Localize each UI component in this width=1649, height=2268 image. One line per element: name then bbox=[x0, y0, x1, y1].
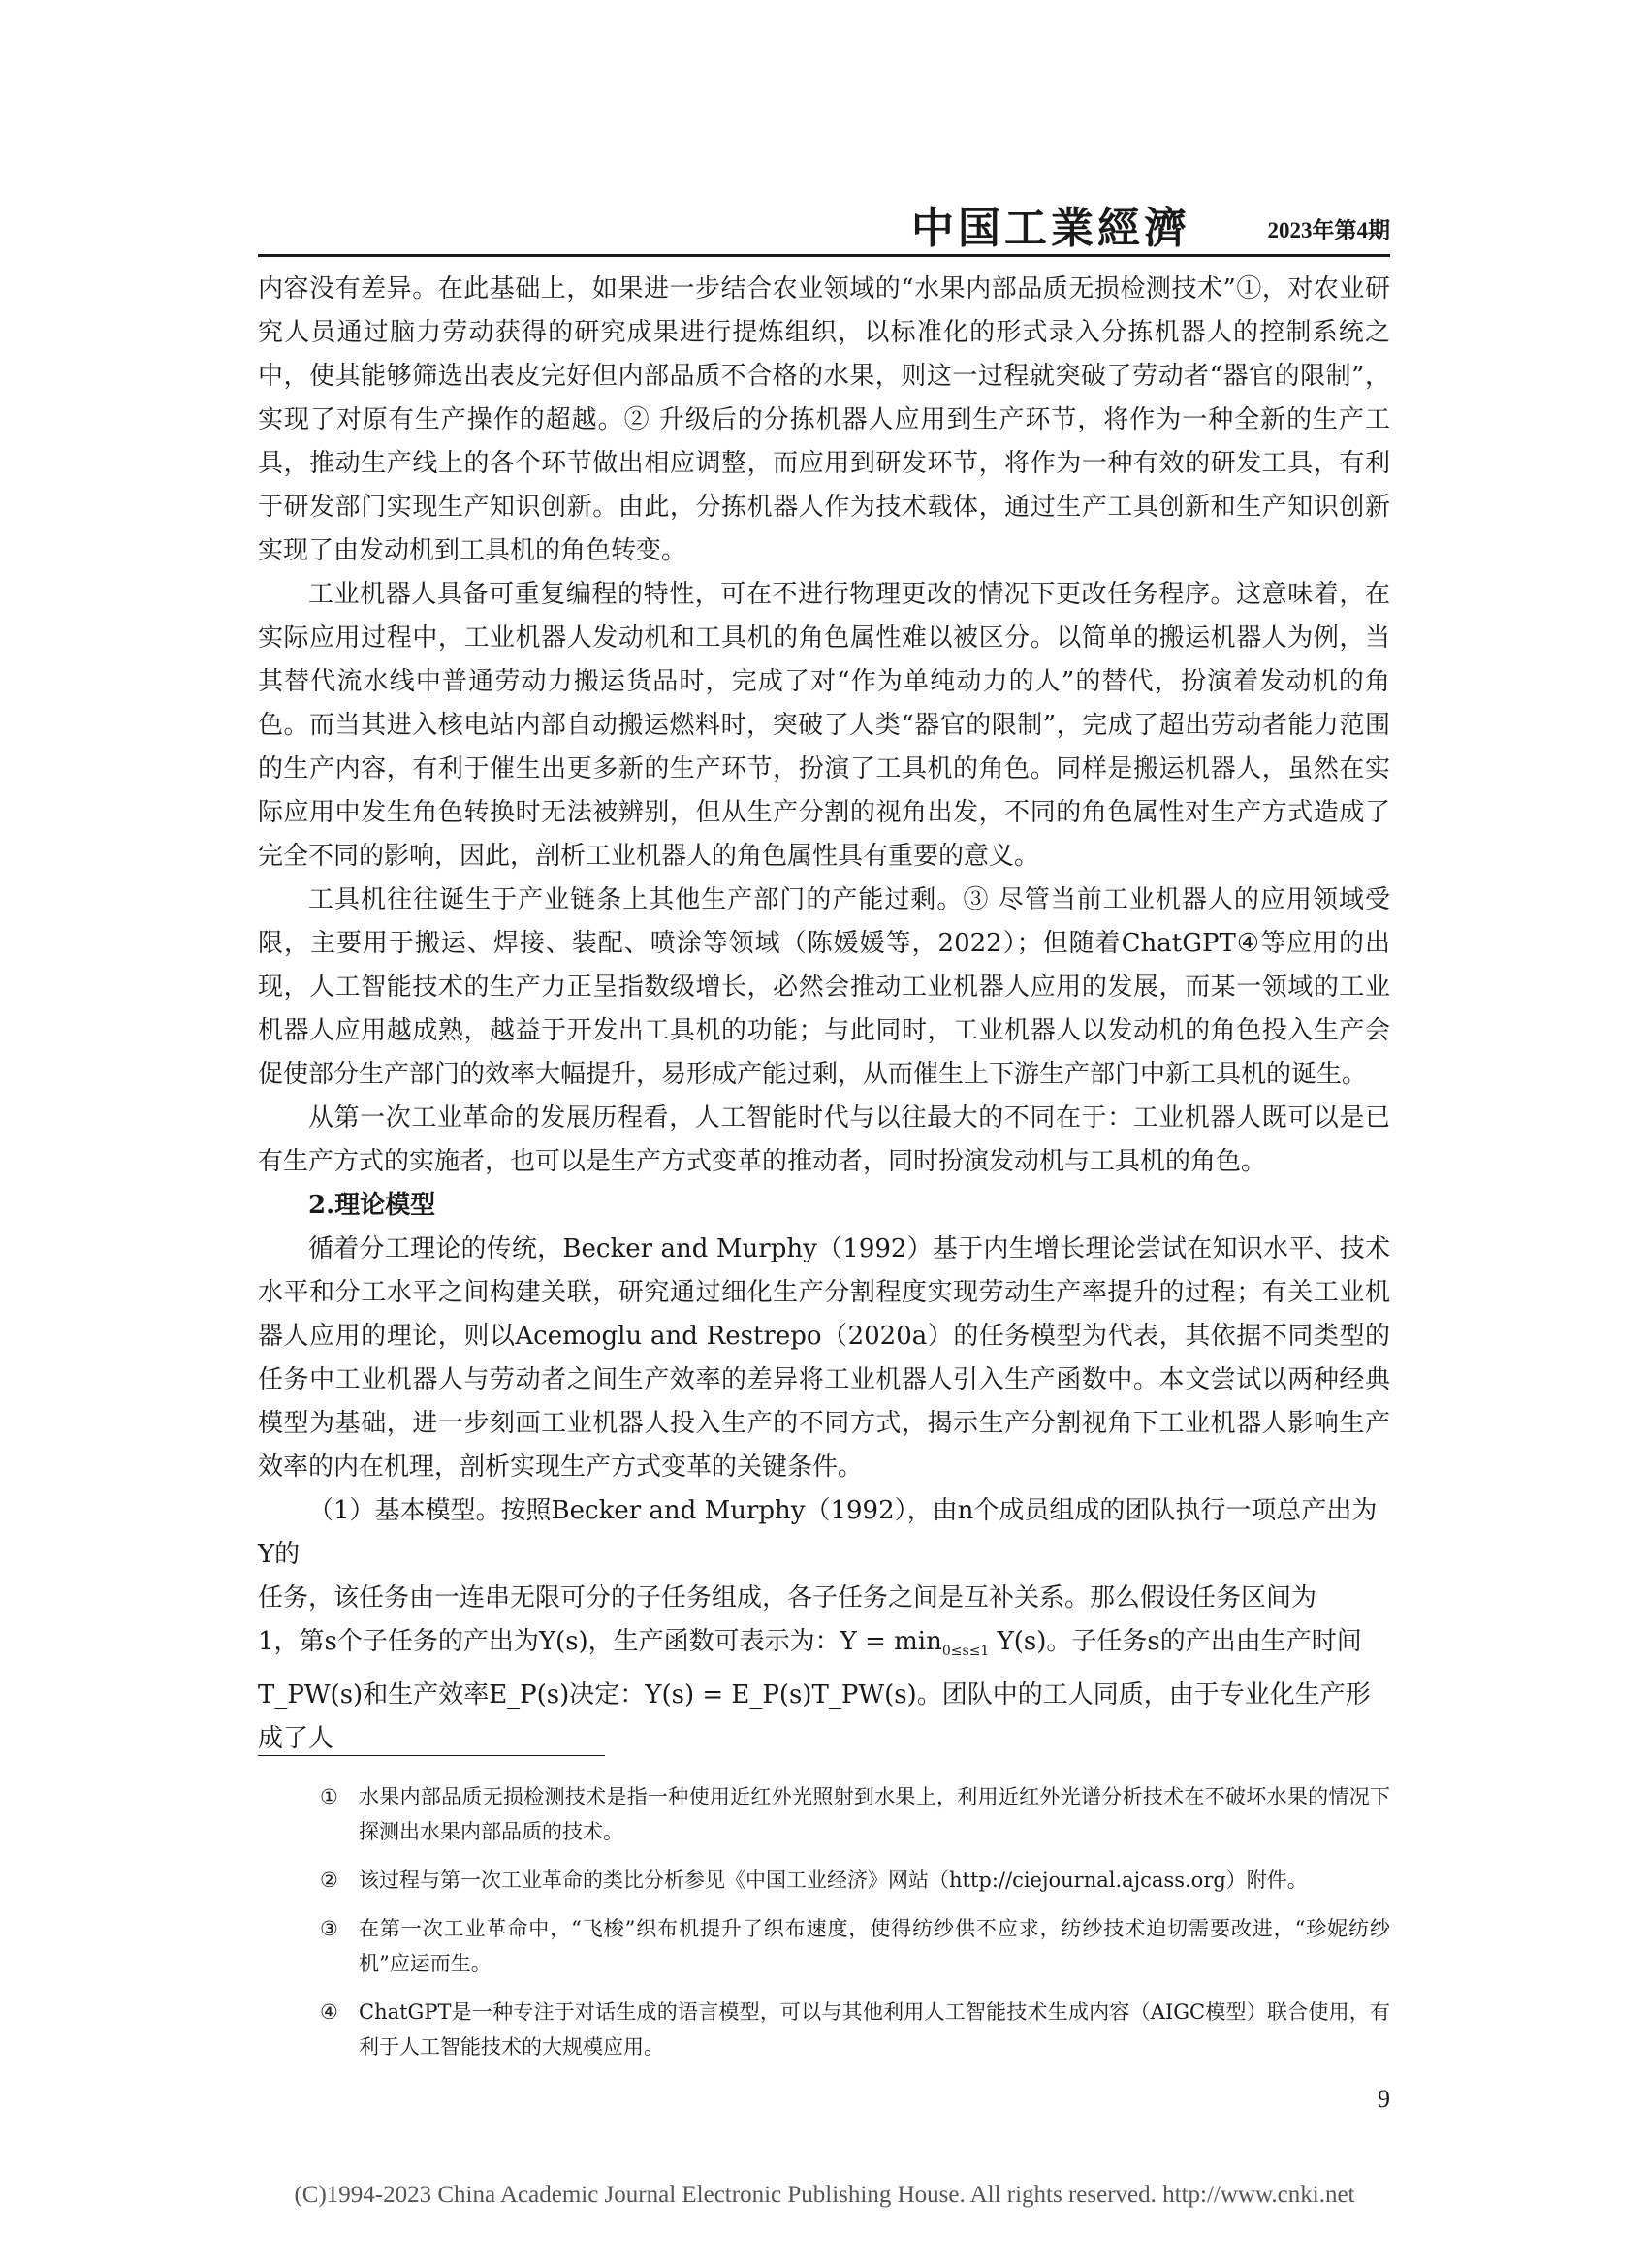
paragraph-4: 从第一次工业革命的发展历程看，人工智能时代与以往最大的不同在于：工业机器人既可以是已有生产方式的实施者，也可以是生产方式变革的推动者，同时扮演发动机与工具机的角色。 bbox=[258, 1103, 1390, 1176]
page-number: 9 bbox=[1378, 2085, 1390, 2113]
footnote-text: 在第一次工业革命中，“飞梭”织布机提升了织布速度，使得纺纱供不应求，纺纱技术迫切需要改进，“珍妮纺纱机”应运而生。 bbox=[359, 1917, 1390, 1975]
model-line-3 bbox=[258, 1620, 1390, 1674]
section-heading: 2.理论模型 bbox=[308, 1191, 436, 1220]
journal-title: 中国工業經濟 bbox=[911, 205, 1190, 252]
body-text bbox=[258, 268, 1390, 1761]
footnote-mark: ② bbox=[320, 1869, 338, 1892]
footnote-2 bbox=[320, 1863, 1390, 1898]
paragraph-3: 工具机往往诞生于产业链条上其他生产部门的产能过剩。③ 尽管当前工业机器人的应用领域受限，主要用于搬运、焊接、装配、喷涂等领域（陈媛媛等，2022）；但随着ChatGPT④等应用的出现，人工智能技术的生产力正呈指数级增长，必然会推动工业机器人应用的发展，而某一领域的工业机器人应用越成熟，越益于开发出工具机的功能；与此同时，工业机器人以发动机的角色投入生产会促使部分生产部门的效率大幅提升，易形成产能过剩，从而催生上下游生产部门中新工具机的诞生。 bbox=[258, 885, 1390, 1089]
paragraph-1: 内容没有差异。在此基础上，如果进一步结合农业领域的“水果内部品质无损检测技术”①，对农业研究人员通过脑力劳动获得的研究成果进行提炼组织，以标准化的形式录入分拣机器人的控制系统之中，使其能够筛选出表皮完好但内部品质不合格的水果，则这一过程就突破了劳动者“器官的限制”，实现了对原有生产操作的超越。② 升级后的分拣机器人应用到生产环节，将作为一种全新的生产工具，推动生产线上的各个环节做出相应调整，而应用到研发环节，将作为一种有效的研发工具，有利于研发部门实现生产知识创新。由此，分拣机器人作为技术载体，通过生产工具创新和生产知识创新实现了由发动机到工具机的角色转变。 bbox=[258, 274, 1390, 565]
model-line-4: T_PW(s)和生产效率E_P(s)决定：Y(s) = E_P(s)T_PW(s)。团队中的工人同质，由于专业化生产形成了人 bbox=[258, 1680, 1371, 1754]
paragraph-2: 工业机器人具备可重复编程的特性，可在不进行物理更改的情况下更改任务程序。这意味着，在实际应用过程中，工业机器人发动机和工具机的角色属性难以被区分。以简单的搬运机器人为例，当其替代流水线中普通劳动力搬运货品时，完成了对“作为单纯动力的人”的替代，扮演着发动机的角色。而当其进入核电站内部自动搬运燃料时，突破了人类“器官的限制”，完成了超出劳动者能力范围的生产内容，有利于催生出更多新的生产环节，扮演了工具机的角色。同样是搬运机器人，虽然在实际应用中发生角色转换时无法被辨别，但从生产分割的视角出发，不同的角色属性对生产方式造成了完全不同的影响，因此，剖析工业机器人的角色属性具有重要的意义。 bbox=[258, 580, 1390, 871]
footnote-mark: ③ bbox=[320, 1917, 338, 1940]
footnotes bbox=[320, 1779, 1390, 2078]
issue-label: 2023年第4期 bbox=[1267, 218, 1390, 242]
min-subscript: 0≤s≤1 bbox=[941, 1644, 990, 1660]
paragraph-5: 循着分工理论的传统，Becker and Murphy（1992）基于内生增长理论尝试在知识水平、技术水平和分工水平之间构建关联，研究通过细化生产分割程度实现劳动生产率提升的过程；有关工业机器人应用的理论，则以Acemoglu and Restrepo（2020a）的任务模型为代表，其依据不同类型的任务中工业机器人与劳动者之间生产效率的差异将工业机器人引入生产函数中。本文尝试以两种经典模型为基础，进一步刻画工业机器人投入生产的不同方式，揭示生产分割视角下工业机器人影响生产效率的内在机理，剖析实现生产方式变革的关键条件。 bbox=[258, 1234, 1390, 1482]
footnote-divider bbox=[258, 1755, 605, 1756]
footnote-3 bbox=[320, 1911, 1390, 1981]
footnote-mark: ① bbox=[320, 1785, 338, 1808]
footnote-mark: ④ bbox=[320, 2000, 338, 2024]
footnote-text: 水果内部品质无损检测技术是指一种使用近红外光照射到水果上，利用近红外光谱分析技术在不破坏水果的情况下探测出水果内部品质的技术。 bbox=[359, 1785, 1390, 1843]
footnote-1 bbox=[320, 1779, 1390, 1849]
copyright-notice: (C)1994-2023 China Academic Journal Electronic Publishing House. All rights reserved. http://www.cnki.net bbox=[294, 2182, 1355, 2208]
model-line-1: （1）基本模型。按照Becker and Murphy（1992），由n个成员组成的团队执行一项总产出为Y的 bbox=[258, 1496, 1378, 1569]
model-line-2: 任务，该任务由一连串无限可分的子任务组成，各子任务之间是互补关系。那么假设任务区间为 bbox=[258, 1583, 1317, 1613]
footnote-text: ChatGPT是一种专注于对话生成的语言模型，可以与其他利用人工智能技术生成内容（AIGC模型）联合使用，有利于人工智能技术的大规模应用。 bbox=[359, 2000, 1390, 2059]
model-line-3-b: Y(s)。子任务s的产出由生产时间 bbox=[997, 1627, 1362, 1656]
running-header bbox=[258, 204, 1390, 257]
footnote-text: 该过程与第一次工业革命的类比分析参见《中国工业经济》网站（http://ciejournal.ajcass.org）附件。 bbox=[359, 1869, 1308, 1892]
model-line-3-a: 1，第s个子任务的产出为Y(s)，生产函数可表示为：Y = min bbox=[258, 1627, 942, 1656]
footnote-4 bbox=[320, 1995, 1390, 2064]
